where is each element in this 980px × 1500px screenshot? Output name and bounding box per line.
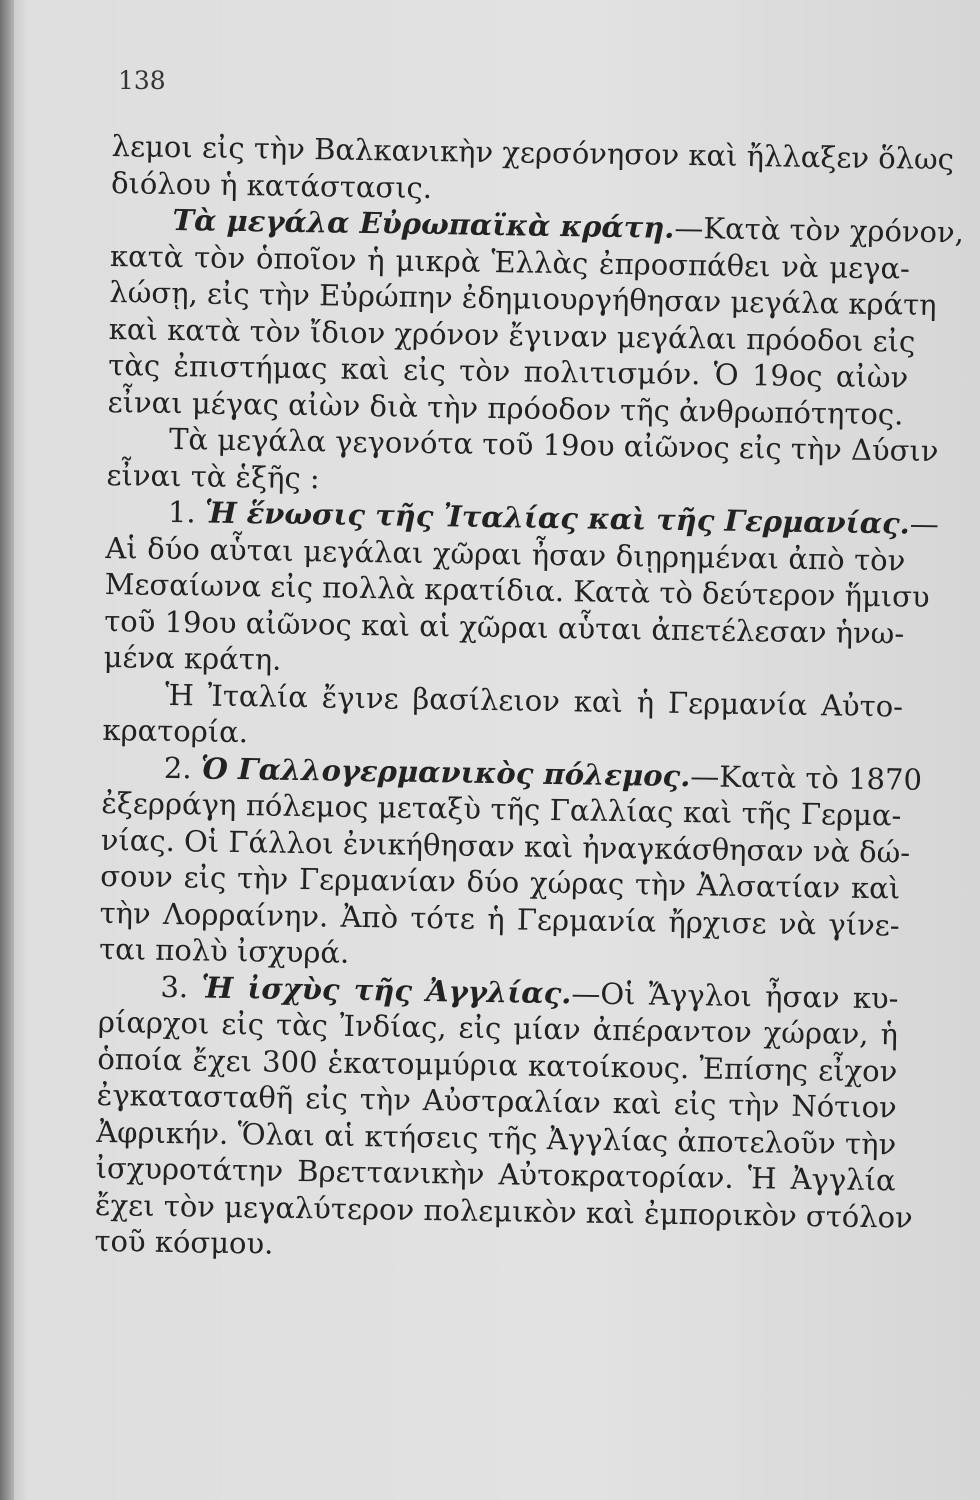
text-line: ἰσχυροτάτην Βρεττανικὴν Αὐτοκρατορίαν. Ἡ Ἀγγλία <box>95 1150 896 1198</box>
text-fragment: —Κατὰ τὸ 1870 <box>690 758 923 797</box>
text-line: Μεσαίωνα εἰς πολλὰ κρατίδια. Κατὰ τὸ δεύτερον ἥμισυ <box>104 566 930 614</box>
text-line: ὁποία ἔχει 300 ἑκατομμύρια κατοίκους. Ἐπίσης εἶχον <box>97 1041 898 1088</box>
text-line: εἶναι τὰ ἑξῆς : <box>106 457 320 495</box>
text-line: μένα κράτη. <box>103 639 282 677</box>
text-line: ἐγκατασταθῆ εἰς τὴν Αὐστραλίαν καὶ εἰς τὴν Νότιον <box>96 1077 897 1125</box>
text-fragment: —Οἱ Ἄγγλοι ἦσαν κυ- <box>571 975 899 1015</box>
section-number: 3. <box>160 969 189 1004</box>
text-line: τοῦ 19ου αἰῶνος καὶ αἱ χῶραι αὗται ἀπετέλεσαν ἡνω- <box>103 603 905 651</box>
text-line: ἐξερράγη πόλεμος μεταξὺ τῆς Γαλλίας καὶ τῆς Γερμα- <box>101 785 902 833</box>
page-number: 138 <box>118 66 166 95</box>
section-heading: Ἡ ἕνωσις τῆς Ἰταλίας καὶ τῆς Γερμανίας. <box>204 495 911 541</box>
text-line: κρατορία. <box>102 712 249 750</box>
text-fragment: —Κατὰ τὸν χρόνον, <box>674 210 965 250</box>
section-heading: Ὁ Γαλλογερμανικὸς πόλεμος. <box>200 750 691 793</box>
text-fragment: — <box>909 506 940 542</box>
section-number: 1. <box>167 494 196 530</box>
text-line: κατὰ τὸν ὁποῖον ἡ μικρὰ Ἑλλὰς ἐπροσπάθει νὰ μεγα- <box>109 238 911 286</box>
text-line: τὰς ἐπιστήμας καὶ εἰς τὸν πολιτισμόν. Ὁ 19ος αἰὼν <box>108 347 909 395</box>
text-line: νίας. Οἱ Γάλλοι ἐνικήθησαν καὶ ἠναγκάσθησαν νὰ δώ- <box>100 822 911 870</box>
book-spine-shadow <box>0 0 14 1500</box>
section-number: 2. <box>163 750 192 785</box>
text-line: τὴν Λορραίνην. Ἀπὸ τότε ἡ Γερμανία ἤρχισε νὰ γίνε- <box>99 895 900 942</box>
text-line: εἶναι μέγας αἰὼν διὰ τὴν πρόοδον τῆς ἀνθρωπότητος. <box>107 384 904 431</box>
text-line: ἔχει τὸν μεγαλύτερον πολεμικὸν καὶ ἐμπορικὸν στόλον <box>94 1187 914 1235</box>
text-line: Ἡ Ἰταλία ἔγινε βασίλειον καὶ ἡ Γερμανία Αὐτο- <box>164 677 904 723</box>
text-line: λώσῃ, εἰς τὴν Εὐρώπην ἐδημιουργήθησαν μεγάλα κράτη <box>109 274 937 322</box>
text-line: Αἱ δύο αὗται μεγάλαι χῶραι ἦσαν διῃρημέναι ἀπὸ τὸν <box>105 530 906 578</box>
text-line: διόλου ἡ κατάστασις. <box>110 165 433 205</box>
text-line: σουν εἰς τὴν Γερμανίαν δύο χώρας τὴν Ἀλσατίαν καὶ <box>99 858 901 906</box>
text-line: καὶ κατὰ τὸν ἴδιον χρόνον ἔγιναν μεγάλαι πρόοδοι εἰς <box>108 311 916 359</box>
section-heading: Τὰ μεγάλα Εὐρωπαϊκὰ κράτη. <box>172 202 675 245</box>
text-line: ρίαρχοι εἰς τὰς Ἰνδίας, εἰς μίαν ἀπέραντον χώραν, ἡ <box>97 1004 899 1052</box>
body-text <box>94 128 965 1272</box>
text-line: λεμοι εἰς τὴν Βαλκανικὴν χερσόνησον καὶ ἤλλαξεν ὅλως <box>111 128 955 177</box>
text-line: τοῦ κόσμου. <box>94 1223 274 1261</box>
text-line: Ἀφρικήν. Ὅλαι αἱ κτήσεις τῆς Ἀγγλίας ἀποτελοῦν τὴν <box>95 1114 897 1161</box>
text-line: ται πολὺ ἰσχυρά. <box>98 931 350 970</box>
text-line: Τὰ μεγάλα γεγονότα τοῦ 19ου αἰῶνος εἰς τὴν Δύσιν <box>168 421 939 469</box>
section-heading: Ἡ ἰσχὺς τῆς Ἀγγλίας. <box>201 970 572 1010</box>
